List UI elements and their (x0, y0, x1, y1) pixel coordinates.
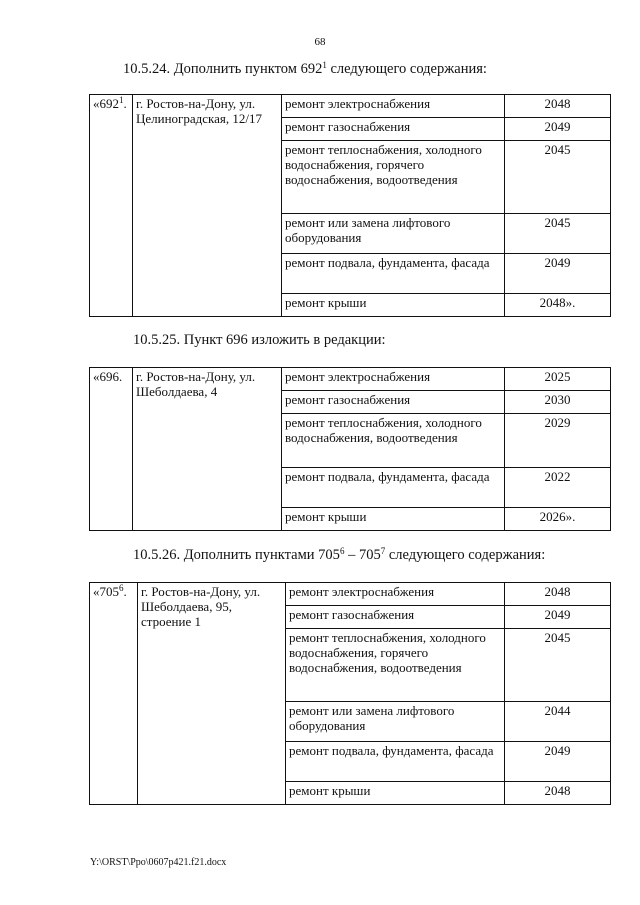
heading-text: 10.5.24. Дополнить пунктом 692 (123, 61, 323, 77)
item-number: «696. (90, 368, 133, 531)
year-cell: 2049 (505, 254, 611, 294)
year-cell: 2049 (505, 742, 611, 782)
work-type-cell: ремонт или замена лифтового оборудования (282, 214, 505, 254)
item-number: «$705^6$. (90, 583, 138, 805)
heading-text: следующего содержания: (326, 61, 487, 77)
work-type-cell: ремонт крыши (282, 294, 505, 317)
year-cell: 2048 (505, 583, 611, 606)
work-type-cell: ремонт электроснабжения (286, 583, 505, 606)
schedule-table-1 (89, 94, 611, 317)
work-type-cell: ремонт теплоснабжения, холодного водоснабжения, водоотведения (282, 414, 505, 468)
table-row (90, 368, 611, 391)
heading-superscript: 7 (380, 546, 386, 556)
year-cell: 2022 (505, 468, 611, 508)
item-number: «$692^1$. (90, 95, 133, 317)
work-type-cell: ремонт электроснабжения (282, 368, 505, 391)
work-type-cell: ремонт или замена лифтового оборудования (286, 702, 505, 742)
work-type-cell: ремонт теплоснабжения, холодного водоснабжения, горячего водоснабжения, водоотведения (282, 141, 505, 214)
table-row (90, 583, 611, 606)
section-heading-2: 10.5.25. Пункт 696 изложить в редакции: (133, 332, 386, 348)
year-cell: 2044 (505, 702, 611, 742)
address-cell: г. Ростов-на-Дону, ул. Целиноградская, 12/17 (133, 95, 282, 317)
work-type-cell: ремонт подвала, фундамента, фасада (282, 468, 505, 508)
work-type-cell: ремонт подвала, фундамента, фасада (286, 742, 505, 782)
year-cell: 2048». (505, 294, 611, 317)
page-number: 68 (314, 36, 326, 48)
work-type-cell: ремонт крыши (282, 508, 505, 531)
year-cell: 2025 (505, 368, 611, 391)
work-type-cell: ремонт газоснабжения (282, 118, 505, 141)
work-type-cell: ремонт газоснабжения (286, 606, 505, 629)
file-path-footer: Y:\ORST\Ppo\0607p421.f21.docx (90, 857, 227, 868)
year-cell: 2026». (505, 508, 611, 531)
year-cell: 2048 (505, 95, 611, 118)
year-cell: 2030 (505, 391, 611, 414)
year-cell: 2049 (505, 606, 611, 629)
year-cell: 2048 (505, 782, 611, 805)
work-type-cell: ремонт теплоснабжения, холодного водоснабжения, горячего водоснабжения, водоотведения (286, 629, 505, 702)
heading-superscript: 6 (339, 546, 345, 556)
work-type-cell: ремонт газоснабжения (282, 391, 505, 414)
work-type-cell: ремонт электроснабжения (282, 95, 505, 118)
year-cell: 2045 (505, 141, 611, 214)
schedule-table-3 (89, 582, 611, 805)
heading-text: 10.5.26. Дополнить пунктами 705 (133, 547, 340, 563)
year-cell: 2045 (505, 629, 611, 702)
year-cell: 2029 (505, 414, 611, 468)
work-type-cell: ремонт крыши (286, 782, 505, 805)
year-cell: 2049 (505, 118, 611, 141)
heading-text: следующего содержания: (385, 547, 546, 563)
heading-superscript: 1 (322, 60, 327, 70)
address-cell: г. Ростов-на-Дону, ул. Шеболдаева, 4 (133, 368, 282, 531)
section-heading-1 (123, 61, 487, 78)
year-cell: 2045 (505, 214, 611, 254)
heading-text: – 705 (344, 547, 381, 563)
work-type-cell: ремонт подвала, фундамента, фасада (282, 254, 505, 294)
table-row (90, 95, 611, 118)
section-heading-3 (133, 547, 545, 564)
address-cell: г. Ростов-на-Дону, ул. Шеболдаева, 95, строение 1 (138, 583, 286, 805)
schedule-table-2 (89, 367, 611, 531)
